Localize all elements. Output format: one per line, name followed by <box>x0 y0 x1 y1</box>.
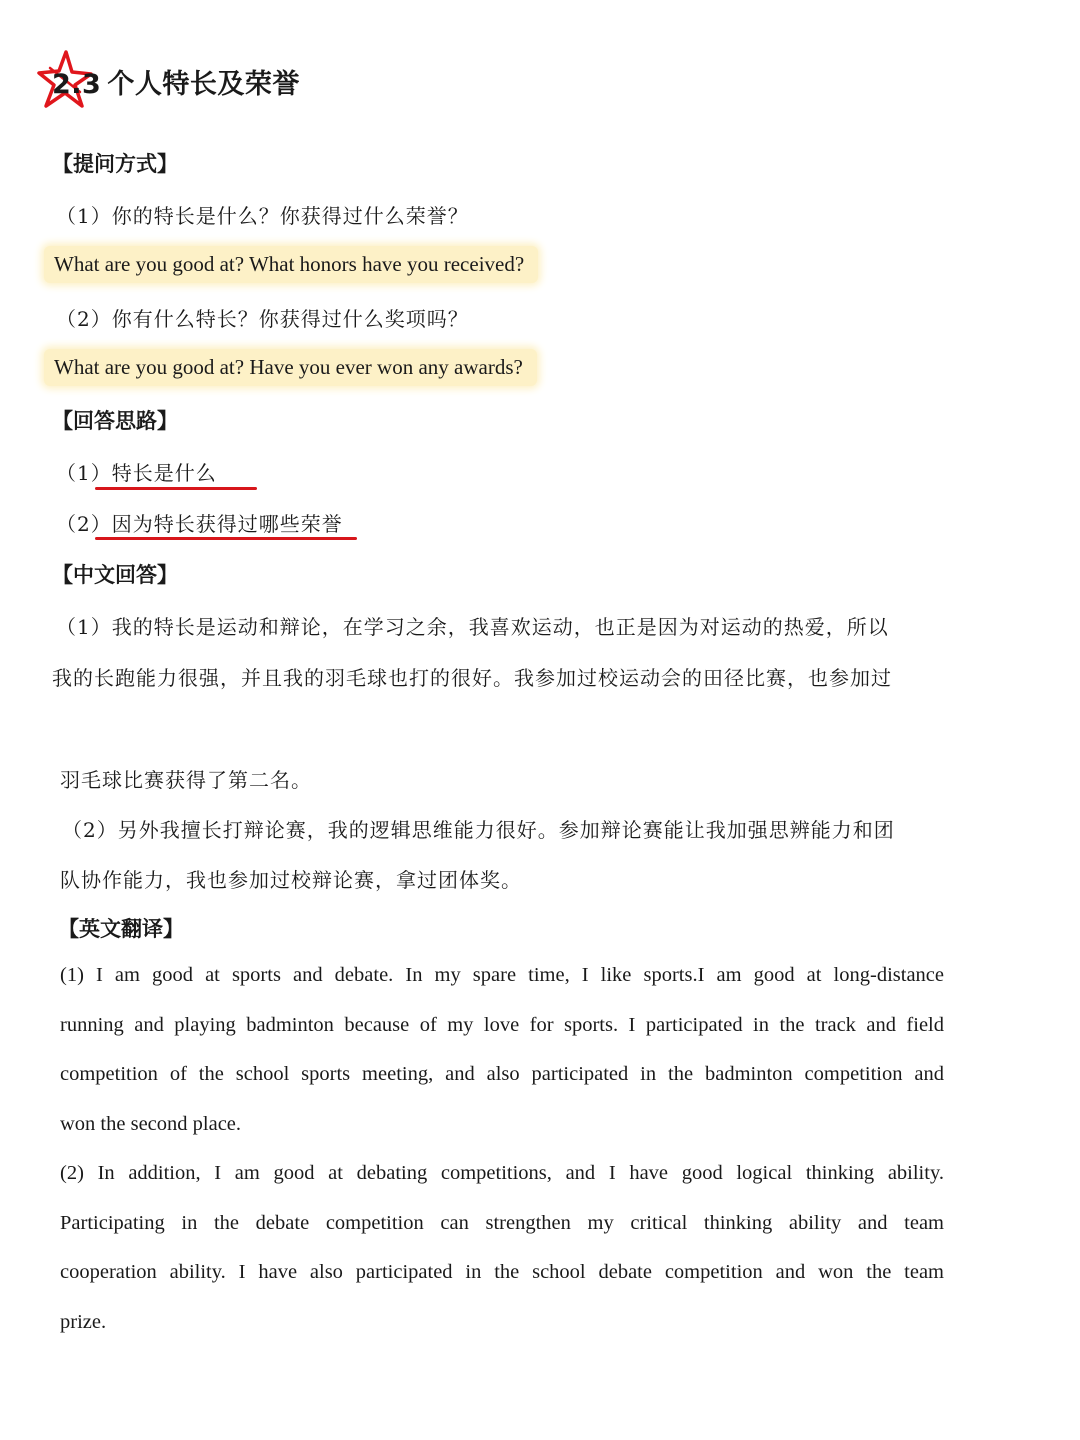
section-number: 2.3 <box>52 69 102 100</box>
chinese-answer-line: 队协作能力，我也参加过校辩论赛，拿过团体奖。 <box>60 868 522 892</box>
question-1-en: What are you good at? What honors have you received? <box>44 246 538 283</box>
approach-point-2-number: （2） <box>56 512 112 536</box>
approach-point-1-number: （1） <box>56 461 112 485</box>
translation-line: cooperation ability. I have also participated in the school debate competition and won the team <box>60 1261 944 1283</box>
translation-line: Participating in the debate competition can strengthen my critical thinking ability and team <box>60 1212 944 1234</box>
chinese-answer-heading: 【中文回答】 <box>52 563 178 587</box>
approach-point-1-text: 特长是什么 <box>111 461 217 485</box>
translation-line: running and playing badminton because of my love for sports. I participated in the track and field <box>60 1014 944 1036</box>
chinese-answer-line: 我的长跑能力很强，并且我的羽毛球也打的很好。我参加过校运动会的田径比赛，也参加过 <box>52 666 892 690</box>
chinese-answer-line: （1）我的特长是运动和辩论，在学习之余，我喜欢运动，也正是因为对运动的热爱，所以 <box>56 615 889 639</box>
english-translation-heading: 【英文翻译】 <box>58 917 184 941</box>
question-1-cn: （1）你的特长是什么？你获得过什么荣誉？ <box>56 204 469 228</box>
translation-line: (1) I am good at sports and debate. In my spare time, I like sports.I am good at long-distance <box>60 964 944 986</box>
section-title: 个人特长及荣誉 <box>107 69 300 100</box>
page-title <box>52 62 300 101</box>
questions-heading: 【提问方式】 <box>52 152 178 176</box>
chinese-answer-line: 羽毛球比赛获得了第二名。 <box>60 768 312 792</box>
approach-point-2 <box>56 508 343 537</box>
chinese-answer-line: （2）另外我擅长打辩论赛，我的逻辑思维能力很好。参加辩论赛能让我加强思辨能力和团 <box>62 818 895 842</box>
translation-line: prize. <box>60 1311 107 1333</box>
question-2-cn: （2）你有什么特长？你获得过什么奖项吗？ <box>56 307 469 331</box>
approach-heading: 【回答思路】 <box>52 409 178 433</box>
underline-point-2 <box>95 537 357 540</box>
translation-line: (2) In addition, I am good at debating competitions, and I have good logical thinking ability. <box>60 1162 944 1184</box>
translation-line: competition of the school sports meeting, and also participated in the badminton competition and <box>60 1063 944 1085</box>
approach-point-2-text: 因为特长获得过哪些荣誉 <box>111 512 343 536</box>
translation-line: won the second place. <box>60 1113 242 1135</box>
question-2-en: What are you good at? Have you ever won any awards? <box>44 349 537 386</box>
approach-point-1 <box>56 457 217 486</box>
underline-point-1 <box>95 487 257 490</box>
